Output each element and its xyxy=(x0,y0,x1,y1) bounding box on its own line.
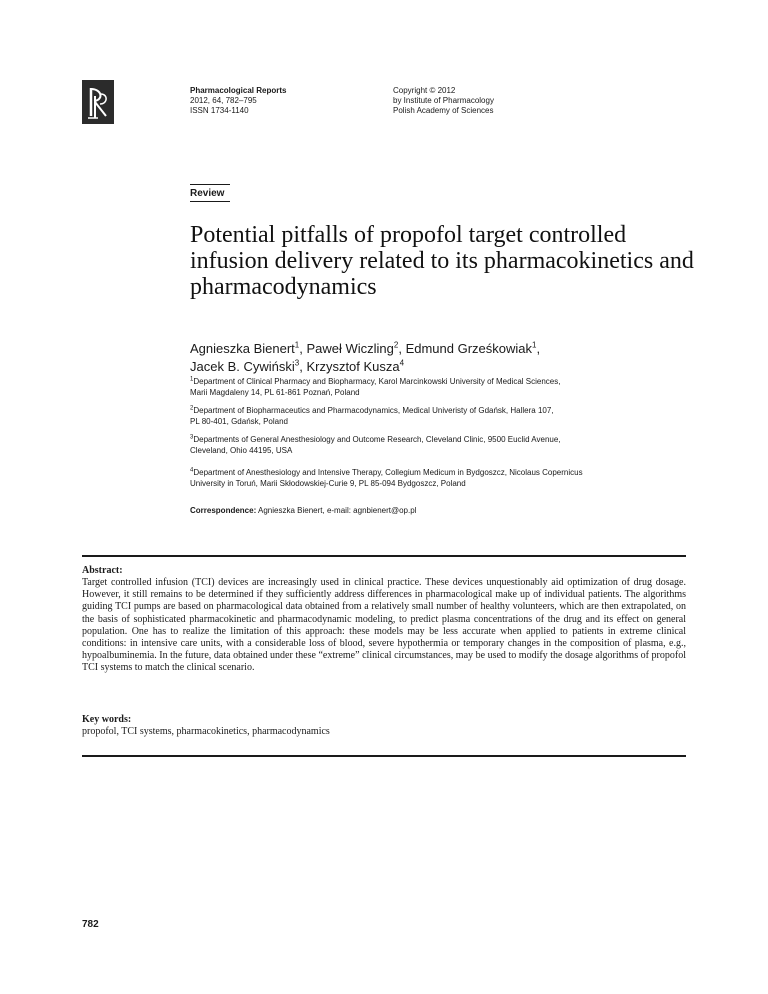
affiliation xyxy=(190,405,710,427)
affiliation xyxy=(190,376,710,398)
author-affiliation-number: 1 xyxy=(532,340,537,350)
author-separator: , xyxy=(299,341,307,356)
author-affiliation-number: 1 xyxy=(294,340,300,350)
journal-info xyxy=(190,86,286,116)
author-name: Paweł Wiczling xyxy=(306,341,394,356)
abstract-divider-bottom xyxy=(82,755,686,757)
correspondence xyxy=(190,506,416,515)
abstract-heading: Abstract: xyxy=(82,565,123,576)
author-name: Edmund Grześkowiak xyxy=(405,341,533,356)
journal-logo-icon xyxy=(82,80,114,124)
affiliation-number: 2 xyxy=(190,405,194,412)
affiliation-line: PL 80-401, Gdańsk, Poland xyxy=(190,417,288,426)
journal-name: Pharmacological Reports xyxy=(190,86,287,95)
review-rule-top xyxy=(190,184,230,185)
author-separator: , xyxy=(536,341,541,356)
affiliation-number: 3 xyxy=(190,434,194,441)
page-number: 782 xyxy=(82,919,99,930)
affiliation-line: University in Toruń, Marii Skłodowskiej-Curie 9, PL 85-094 Bydgoszcz, Poland xyxy=(190,479,466,488)
author-separator: , xyxy=(299,359,307,374)
author-affiliation-number: 4 xyxy=(399,358,405,368)
keywords-text: propofol, TCI systems, pharmacokinetics, pharmacodynamics xyxy=(82,726,330,737)
correspondence-label: Correspondence: xyxy=(190,506,257,515)
affiliation-line: Marii Magdaleny 14, PL 61-861 Poznań, Poland xyxy=(190,388,360,397)
correspondence-text: Agnieszka Bienert, e-mail: agnbienert@op.pl xyxy=(258,506,417,515)
copyright-line: Polish Academy of Sciences xyxy=(393,106,494,115)
abstract-text: Target controlled infusion (TCI) devices are increasingly used in clinical practice. These devices unquestionably aid optimization of drug dosage. However, it still remains to be determined if they sufficiently address differences in pharmacological make up of individual patients. The algorithms guiding TCI pumps are based on pharmacological data obtained from a relatively small number of healthy volunteers, which are then extrapolated, on the basis of sophisticated pharmacokinetic and pharmacodynamic modeling, to predict plasma concentrations of the drug and its effect on general population. One has to realize the limitation of this approach: these models may be less accurate when applied to patients in extreme clinical conditions: in intensive care units, with a considerable loss of blood, severe hypothermia or temporary changes in the composition of plasma, e.g., hypoalbuminemia. In the future, data obtained under these “extreme” clinical circumstances, may be used to modify the dosage algorithms of propofol TCI systems to match the clinical scenario. xyxy=(82,577,686,674)
affiliation-line: Departments of General Anesthesiology and Outcome Research, Cleveland Clinic, 9500 Euclid Avenue, xyxy=(193,435,561,444)
affiliation-line: Department of Biopharmaceutics and Pharmacodynamics, Medical Univeristy of Gdańsk, Hallera 107, xyxy=(193,406,554,415)
affiliation xyxy=(190,434,710,456)
author-list xyxy=(190,340,710,376)
author-affiliation-number: 2 xyxy=(393,340,399,350)
article-type-label: Review xyxy=(190,188,225,199)
author-name: Krzysztof Kusza xyxy=(306,359,400,374)
affiliation-line: Department of Clinical Pharmacy and Biopharmacy, Karol Marcinkowski University of Medical Sciences, xyxy=(193,377,561,386)
author-separator: , xyxy=(398,341,406,356)
article-title: Potential pitfalls of propofol target controlled infusion delivery related to its pharmacokinetics and pharmacodynamics xyxy=(190,222,694,300)
author-name: Jacek B. Cywiński xyxy=(190,359,295,374)
copyright-info xyxy=(393,86,494,116)
affiliation-line: Department of Anesthesiology and Intensive Therapy, Collegium Medicum in Bydgoszcz, Nicolaus Copernicus xyxy=(193,468,583,477)
abstract-divider-top xyxy=(82,555,686,557)
review-rule-bottom xyxy=(190,201,230,202)
affiliation-number: 1 xyxy=(190,376,194,383)
affiliation xyxy=(190,467,710,489)
journal-citation: 2012, 64, 782–795 xyxy=(190,96,257,105)
author-name: Agnieszka Bienert xyxy=(190,341,295,356)
keywords-heading: Key words: xyxy=(82,714,132,725)
copyright-line: Copyright © 2012 xyxy=(393,86,456,95)
affiliation-number: 4 xyxy=(190,467,194,474)
author-affiliation-number: 3 xyxy=(294,358,300,368)
journal-issn: ISSN 1734-1140 xyxy=(190,106,249,115)
copyright-line: by Institute of Pharmacology xyxy=(393,96,494,105)
affiliation-line: Cleveland, Ohio 44195, USA xyxy=(190,446,293,455)
